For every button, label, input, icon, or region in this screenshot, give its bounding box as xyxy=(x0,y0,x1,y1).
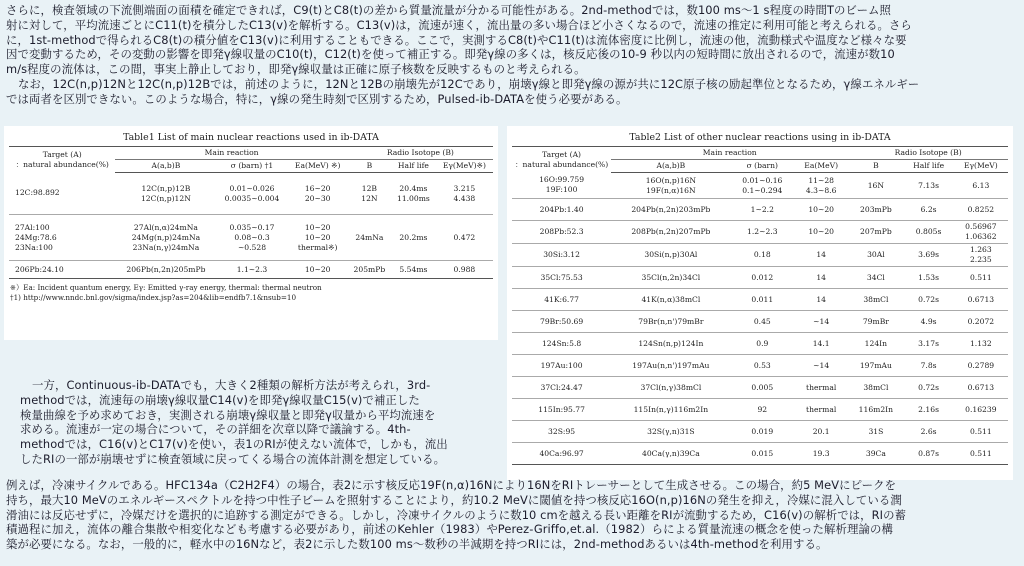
col-half: Half life xyxy=(391,160,436,173)
table-row xyxy=(512,173,1008,199)
cell-sigma: 0.18 xyxy=(731,244,794,267)
text-line: なお，12C(n,p)12Nと12C(n,p)12Bでは，前述のように，12Nと12Bの崩壊先が12Cであり，崩壊γ線と即発γ線の源が共に12C原子核の励起準位となるため，γ線エネルギー xyxy=(18,76,920,91)
cell-target: 32S:95 xyxy=(512,421,611,443)
table2-caption: Table2 List of other nuclear reactions using in ib-DATA xyxy=(629,132,891,143)
cell-sigma: 0.01~0.026 0.0035~0.004 xyxy=(216,173,287,215)
cell-b: 79mBr xyxy=(848,311,903,333)
cell-sigma: 1.1~2.3 xyxy=(216,261,287,279)
cell-sigma: 1~2.2 xyxy=(731,199,794,221)
cell-ey: 1.132 xyxy=(954,333,1008,355)
intro-paragraph xyxy=(6,3,1018,119)
col-sigma: σ (barn) †1 xyxy=(216,160,287,173)
col-target: Target (A) ：natural abundance(%) xyxy=(9,147,115,173)
cell-reaction: 12C(n,p)12B 12C(n,p)12N xyxy=(115,173,216,215)
cell-reaction: 16O(n,p)16N 19F(n,α)16N xyxy=(611,173,730,199)
cell-ea: 20.1 xyxy=(794,421,848,443)
cell-ey: 0.16239 xyxy=(954,399,1008,421)
table2-grid xyxy=(512,146,1008,465)
cell-sigma: 0.53 xyxy=(731,355,794,377)
col-sigma: σ (barn) xyxy=(731,160,794,173)
cell-sigma: 0.015 xyxy=(731,443,794,465)
text-line: 射に対して，平均流速ごとにC11(t)を積分したC13(v)を解析する。C13(v)は，流速が速く，流出量の多い場合ほど小さくなるので，流速の推定に利用可能と考えられる。さら xyxy=(6,17,912,32)
table-row xyxy=(512,244,1008,267)
cell-target: 27Al:100 24Mg:78.6 23Na:100 xyxy=(9,215,115,261)
cell-ey: 0.56967 1.06362 xyxy=(954,221,1008,244)
cell-half: 20.2ms xyxy=(391,215,436,261)
table-row xyxy=(512,199,1008,221)
cell-half: 0.72s xyxy=(903,289,953,311)
cell-ey: 0.511 xyxy=(954,421,1008,443)
cell-ea: 10~20 xyxy=(794,221,848,244)
table-row xyxy=(512,399,1008,421)
cell-ey: 0.2789 xyxy=(954,355,1008,377)
table-row xyxy=(512,443,1008,465)
cell-reaction: 32S(γ,n)31S xyxy=(611,421,730,443)
text-line: さらに，検査領域の下流側端面の面積を確定できれば，C9(t)とC8(t)の差から質量流量が分かる可能性がある。2nd-methodでは，数100 ms～1 s程度の時間Tのビーム照 xyxy=(6,3,892,17)
cell-ea: ~14 xyxy=(794,355,848,377)
cell-sigma: 0.011 xyxy=(731,289,794,311)
cell-sigma: 0.01~0.16 0.1~0.294 xyxy=(731,173,794,199)
cell-target: 35Cl:75.53 xyxy=(512,267,611,289)
text-line: したRIの一部が崩壊せずに検査領域に戻ってくる場合の流体計測を想定している。 xyxy=(20,451,446,466)
method-paragraph xyxy=(20,378,482,470)
col-group-radio: Radio Isotope (B) xyxy=(348,147,493,160)
cell-ea: thermal xyxy=(794,399,848,421)
cell-ey: 0.6713 xyxy=(954,377,1008,399)
text-line: methodでは，流速毎の崩壊γ線収量C14(v)を即発γ線収量C15(v)で補正した xyxy=(20,392,420,407)
cell-reaction: 35Cl(n,2n)34Cl xyxy=(611,267,730,289)
cell-ea: thermal xyxy=(794,377,848,399)
cell-ey: 0.511 xyxy=(954,443,1008,465)
cell-sigma: 0.019 xyxy=(731,421,794,443)
cell-ey: 6.13 xyxy=(954,173,1008,199)
table-row xyxy=(512,355,1008,377)
cell-half: 7.8s xyxy=(903,355,953,377)
cell-b: 24mNa xyxy=(348,215,391,261)
cell-reaction: 204Pb(n,2n)203mPb xyxy=(611,199,730,221)
cell-reaction: 197Au(n,n')197mAu xyxy=(611,355,730,377)
table-row xyxy=(9,215,493,261)
cell-b: 38mCl xyxy=(848,289,903,311)
text-line: 因で変動するため，その変動の影響を即発γ線収量のC10(t)，C12(t)を使って補正する。即発γ線の多くは，核反応後の10-9 秒以内の短時間に放出されるので，流速が数10 xyxy=(6,47,895,62)
cell-ea: 14 xyxy=(794,289,848,311)
text-line: 検量曲線を予め求めておき，実測される崩壊γ線収量と即発γ収量から平均流速を xyxy=(20,407,436,422)
cell-half: 2.6s xyxy=(903,421,953,443)
cell-target: 208Pb:52.3 xyxy=(512,221,611,244)
text-line: 例えば，冷凍サイクルである。HFC134a（C2H2F4）の場合，表2に示す核反応19F(n,α)16Nにより16NをRIトレーサーとして生成させる。この場合，約5 MeVにピークを xyxy=(6,478,897,492)
col-reaction: A(a,b)B xyxy=(611,160,730,173)
footnote: ※）Ea: Incident quantum energy, Eγ: Emitted γ-ray energy, thermal: thermal neutron xyxy=(10,283,322,292)
cell-ea: 10~20 xyxy=(288,261,348,279)
cell-b: 207mPb xyxy=(848,221,903,244)
col-target: Target (A) ：natural abundance(%) xyxy=(512,147,611,173)
cell-ey: 0.511 xyxy=(954,267,1008,289)
cell-half: 5.54ms xyxy=(391,261,436,279)
cell-ea: 14.1 xyxy=(794,333,848,355)
cell-b: 30Al xyxy=(848,244,903,267)
cell-target: 115In:95.77 xyxy=(512,399,611,421)
cell-half: 1.53s xyxy=(903,267,953,289)
table-row xyxy=(9,173,493,215)
col-b: B xyxy=(348,160,391,173)
cell-half: 7.13s xyxy=(903,173,953,199)
text-line: methodでは，C16(v)とC17(v)を使い，表1のRIが使えない流体で，しかも，流出 xyxy=(20,437,448,452)
col-b: B xyxy=(848,160,903,173)
cell-half: 0.87s xyxy=(903,443,953,465)
text-line: 滑油には反応せずに，冷媒だけを選択的に追跡する測定ができる。しかし，冷凍サイクルのように数10 cmを越える長い距離をRIが流動するため，C16(v)の解析では，RIの蓄 xyxy=(6,507,907,522)
cell-target: 16O:99.759 19F:100 xyxy=(512,173,611,199)
cell-target: 206Pb:24.10 xyxy=(9,261,115,279)
cell-reaction: 40Ca(γ,n)39Ca xyxy=(611,443,730,465)
cell-ey: 0.8252 xyxy=(954,199,1008,221)
cell-target: 41K:6.77 xyxy=(512,289,611,311)
example-paragraph xyxy=(6,478,1018,564)
cell-b: 116m2In xyxy=(848,399,903,421)
table-row xyxy=(9,261,493,279)
table-row xyxy=(512,221,1008,244)
text-line: m/s程度の流体は，この間，事実上静止しており，即発γ線収量は正確に原子核数を反映するものと考えられる。 xyxy=(6,62,586,77)
cell-sigma: 0.005 xyxy=(731,377,794,399)
col-ea: Ea(MeV) ※) xyxy=(288,160,348,173)
cell-reaction: 115In(n,γ)116m2In xyxy=(611,399,730,421)
cell-b: 197mAu xyxy=(848,355,903,377)
cell-ea: 10~20 10~20 thermal※) xyxy=(288,215,348,261)
cell-b: 39Ca xyxy=(848,443,903,465)
cell-reaction: 79Br(n,n')79mBr xyxy=(611,311,730,333)
cell-ey: 0.472 xyxy=(436,215,493,261)
cell-half: 0.805s xyxy=(903,221,953,244)
table1 xyxy=(4,126,498,340)
footnote: †1) http://www.nndc.bnl.gov/sigma/index.jsp?as=204&lib=endfb7.1&nsub=10 xyxy=(10,293,297,302)
cell-ea: 14 xyxy=(794,267,848,289)
cell-reaction: 30Si(n,p)30Al xyxy=(611,244,730,267)
cell-reaction: 37Cl(n,γ)38mCl xyxy=(611,377,730,399)
text-line: 持ち，最大10 MeVのエネルギースペクトルを持つ中性子ビームを照射することにより，約10.2 MeVに閾値を持つ核反応16O(n,p)16Nの発生を抑え，冷媒に混入している潤 xyxy=(6,492,902,507)
cell-ey: 0.988 xyxy=(436,261,493,279)
text-line: 求める。流速が一定の場合について，その詳細を次章以降で議論する。4th- xyxy=(20,422,411,437)
cell-b: 16N xyxy=(848,173,903,199)
cell-target: 30Si:3.12 xyxy=(512,244,611,267)
cell-target: 79Br:50.69 xyxy=(512,311,611,333)
col-ey: Eγ(MeV)※) xyxy=(436,160,493,173)
table-row xyxy=(512,289,1008,311)
cell-sigma: 0.9 xyxy=(731,333,794,355)
cell-half: 3.17s xyxy=(903,333,953,355)
cell-ey: 3.215 4.438 xyxy=(436,173,493,215)
table1-grid xyxy=(9,146,493,279)
col-group-main: Main reaction xyxy=(611,147,848,160)
cell-b: 31S xyxy=(848,421,903,443)
col-ey: Eγ(MeV) xyxy=(954,160,1008,173)
cell-b: 124In xyxy=(848,333,903,355)
text-line: 築が必要になる。なお，一般的に，軽水中の16Nなど，表2に示した数100 ms～数秒の半減期を持つRIには，2nd-methodあるいは4th-methodを利用する。 xyxy=(6,537,828,552)
table-row xyxy=(512,311,1008,333)
cell-target: 124Sn:5.8 xyxy=(512,333,611,355)
col-group-main: Main reaction xyxy=(115,147,347,160)
cell-ea: 19.3 xyxy=(794,443,848,465)
text-line: 積過程に加え，流体の離合集散や相変化なども考慮する必要があり，前述のKehler（1983）やPerez-Griffo,et.al.（1982）らによる質量流速の概念を使った解析理論の構 xyxy=(6,522,893,537)
cell-sigma: 0.012 xyxy=(731,267,794,289)
cell-target: 40Ca:96.97 xyxy=(512,443,611,465)
table-row xyxy=(512,267,1008,289)
cell-reaction: 206Pb(n,2n)205mPb xyxy=(115,261,216,279)
cell-b: 203mPb xyxy=(848,199,903,221)
cell-b: 12B 12N xyxy=(348,173,391,215)
cell-sigma: 1.2~2.3 xyxy=(731,221,794,244)
cell-sigma: 0.035~0.17 0.08~0.3 ~0.528 xyxy=(216,215,287,261)
cell-ea: 16~20 20~30 xyxy=(288,173,348,215)
table-row xyxy=(512,333,1008,355)
table2 xyxy=(507,126,1013,480)
text-line: では両者を区別できない。このような場合，特に，γ線の発生時刻で区別するため，Pulsed-ib-DATAを使う必要がある。 xyxy=(6,91,628,106)
cell-target: 37Cl:24.47 xyxy=(512,377,611,399)
text-line: 一方，Continuous-ib-DATAでも，大きく2種類の解析方法が考えられ，3rd- xyxy=(32,378,431,392)
cell-ey: 0.2072 xyxy=(954,311,1008,333)
text-line: に，1st-methodで得られるC8(t)の積分値をC13(v)に利用することもできる。ここで，実測するC8(t)やC11(t)は流体密度に比例し，流速の他，流動様式や温度など様々な要 xyxy=(6,32,907,47)
cell-sigma: 92 xyxy=(731,399,794,421)
table-row xyxy=(512,421,1008,443)
cell-half: 6.2s xyxy=(903,199,953,221)
cell-ea: ~14 xyxy=(794,311,848,333)
cell-target: 12C:98.892 xyxy=(9,173,115,215)
cell-reaction: 27Al(n,α)24mNa 24Mg(n,p)24mNa 23Na(n,γ)24mNa xyxy=(115,215,216,261)
cell-ey: 1.263 2.235 xyxy=(954,244,1008,267)
cell-target: 197Au:100 xyxy=(512,355,611,377)
table1-caption: Table1 List of main nuclear reactions used in ib-DATA xyxy=(123,132,379,143)
cell-half: 2.16s xyxy=(903,399,953,421)
col-reaction: A(a,b)B xyxy=(115,160,216,173)
table1-notes xyxy=(10,283,492,303)
cell-ea: 11~28 4.3~8.6 xyxy=(794,173,848,199)
table-row xyxy=(512,377,1008,399)
cell-reaction: 208Pb(n,2n)207mPb xyxy=(611,221,730,244)
cell-b: 38mCl xyxy=(848,377,903,399)
cell-reaction: 124Sn(n,p)124In xyxy=(611,333,730,355)
cell-ey: 0.6713 xyxy=(954,289,1008,311)
cell-sigma: 0.45 xyxy=(731,311,794,333)
col-group-radio: Radio Isotope (B) xyxy=(848,147,1008,160)
cell-b: 34Cl xyxy=(848,267,903,289)
cell-b: 205mPb xyxy=(348,261,391,279)
cell-half: 0.72s xyxy=(903,377,953,399)
cell-ea: 14 xyxy=(794,244,848,267)
col-ea: Ea(MeV) xyxy=(794,160,848,173)
cell-reaction: 41K(n,α)38mCl xyxy=(611,289,730,311)
cell-ea: 10~20 xyxy=(794,199,848,221)
cell-half: 4.9s xyxy=(903,311,953,333)
cell-target: 204Pb:1.40 xyxy=(512,199,611,221)
col-half: Half life xyxy=(903,160,953,173)
cell-half: 3.69s xyxy=(903,244,953,267)
cell-half: 20.4ms 11.00ms xyxy=(391,173,436,215)
